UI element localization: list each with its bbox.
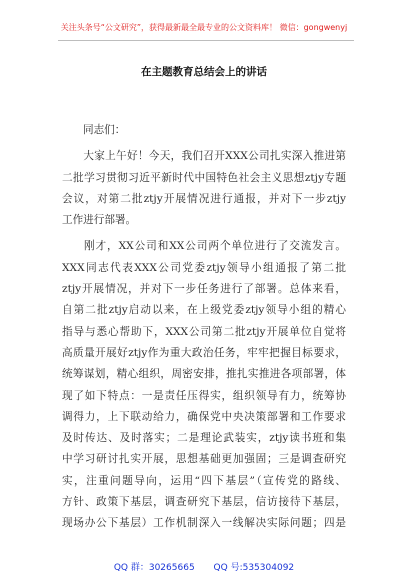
paragraph-line: 方针、政策下基层，调查研究下基层，信访接待下基层， [62, 496, 346, 509]
paragraph-line: 现了如下特点：一是责任压得实，组织领导有力，统筹协 [62, 389, 346, 402]
contact-footer [0, 560, 408, 573]
paragraph-line: 二批学习贯彻习近平新时代中国特色社会主义思想ztjy专题 [62, 171, 346, 184]
header-divider [58, 40, 354, 41]
paragraph-line: 统筹谋划，精心组织，周密安排，推扎实推进各项部署，体 [62, 368, 346, 381]
paragraph-line: 工作进行部署。 [62, 214, 137, 227]
paragraph-line: 现场办公下基层）工作机制深入一线解决实际问题；四是 [62, 517, 346, 530]
paragraph-1 [62, 146, 346, 231]
paragraph-line: 及时传达、及时落实；二是理论武装实，ztjy读书班和集 [62, 432, 346, 445]
document-title: 在主题教育总结会上的讲话 [141, 66, 267, 78]
promo-header: 关注头条号“公文研究”，获得最新最全最专业的公文资料库！ 微信：gongwenyj [60, 23, 348, 32]
paragraph-line: 大家上午好！今天，我们召开XXX公司扎实深入推进第 [83, 150, 346, 163]
paragraph-2 [62, 236, 346, 534]
paragraph-line: XXX同志代表XXX公司党委ztjy领导小组通报了第二批 [62, 261, 346, 274]
paragraph-line: 调得力，上下联动给力，确保党中央决策部署和工作要求 [62, 410, 346, 423]
qq-number-text: QQ 号:535304092 [213, 563, 295, 573]
paragraph-line: 会议，对第二批ztjy开展情况进行通报，并对下一步ztjy [62, 192, 346, 205]
qq-group-text: QQ 群：30265665 [113, 563, 195, 573]
paragraph-line: 自第二批ztjy启动以来，在上级党委ztjy领导小组的精心 [62, 304, 346, 317]
paragraph-line: 刚才，XX公司和XX公司两个单位进行了交流发言。 [83, 240, 346, 253]
salutation: 同志们： [83, 124, 126, 136]
paragraph-line: 实，注重问题导向，运用“四下基层”（宣传党的路线、 [62, 474, 346, 487]
paragraph-line: 指导与悉心帮助下，XXX公司第二批ztjy开展单位自觉将 [62, 325, 346, 338]
paragraph-line: 高质量开展好ztjy作为重大政治任务，牢牢把握目标要求， [62, 346, 346, 359]
document-body [62, 120, 346, 535]
paragraph-line: 中学习研讨扎实开展，思想基础更加强固；三是调查研究 [62, 453, 346, 466]
paragraph-line: ztjy开展情况，并对下一步任务进行了部署。总体来看， [62, 283, 346, 296]
